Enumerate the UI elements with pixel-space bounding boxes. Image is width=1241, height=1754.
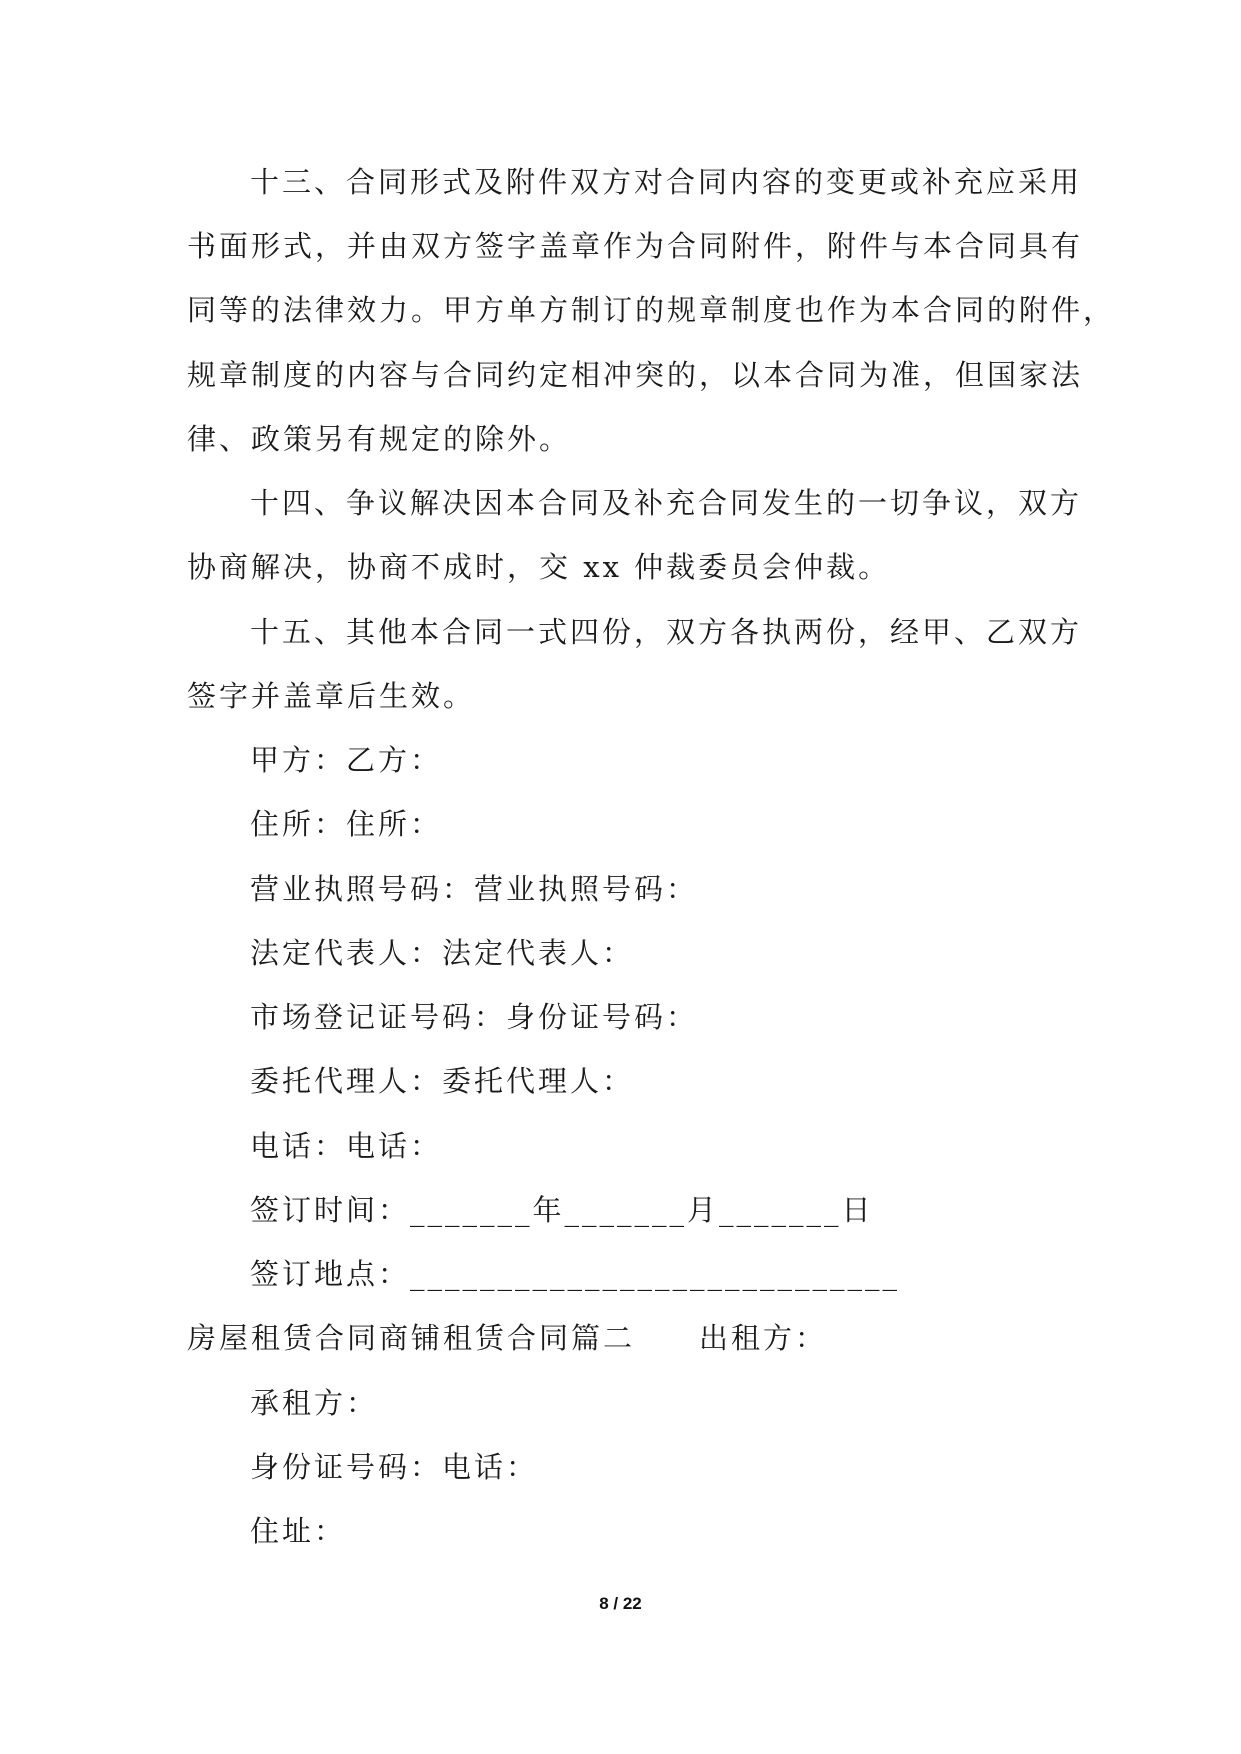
signing-date: 签订时间：_______年_______月_______日 xyxy=(250,1193,874,1227)
clause-14-line-2: 协商解决，协商不成时，交 xx 仲裁委员会仲裁。 xyxy=(187,550,891,584)
address-label: 住址： xyxy=(250,1514,347,1548)
clause-14-line-1: 十四、争议解决因本合同及补充合同发生的一切争议，双方 xyxy=(250,486,1083,520)
party-addresses: 住所：住所： xyxy=(250,807,443,841)
page-number: 8 / 22 xyxy=(599,1594,642,1613)
clause-15-line-2: 签字并盖章后生效。 xyxy=(187,679,476,713)
signing-place: 签订地点：____________________________ xyxy=(250,1257,901,1291)
lessee-label: 承租方： xyxy=(250,1386,379,1420)
business-license-numbers: 营业执照号码：营业执照号码： xyxy=(250,872,699,906)
clause-13-line-4: 规章制度的内容与合同约定相冲突的，以本合同为准，但国家法 xyxy=(187,358,1084,392)
clause-13-line-1: 十三、合同形式及附件双方对合同内容的变更或补充应采用 xyxy=(250,165,1083,199)
clause-13-line-2: 书面形式，并由双方签字盖章作为合同附件，附件与本合同具有 xyxy=(187,229,1084,263)
registration-id-numbers: 市场登记证号码：身份证号码： xyxy=(250,1000,699,1034)
legal-representatives: 法定代表人：法定代表人： xyxy=(250,936,635,970)
phone-numbers: 电话：电话： xyxy=(250,1129,443,1163)
party-names: 甲方：乙方： xyxy=(250,743,443,777)
id-and-phone-label: 身份证号码：电话： xyxy=(250,1450,539,1484)
authorized-agents: 委托代理人：委托代理人： xyxy=(250,1064,635,1098)
clause-15-line-1: 十五、其他本合同一式四份，双方各执两份，经甲、乙双方 xyxy=(250,615,1083,649)
clause-13-line-3: 同等的法律效力。甲方单方制订的规章制度也作为本合同的附件， xyxy=(187,293,1116,327)
section-heading-part-2: 房屋租赁合同商铺租赁合同篇二 出租方： xyxy=(187,1321,828,1355)
clause-13-line-5: 律、政策另有规定的除外。 xyxy=(187,422,572,456)
